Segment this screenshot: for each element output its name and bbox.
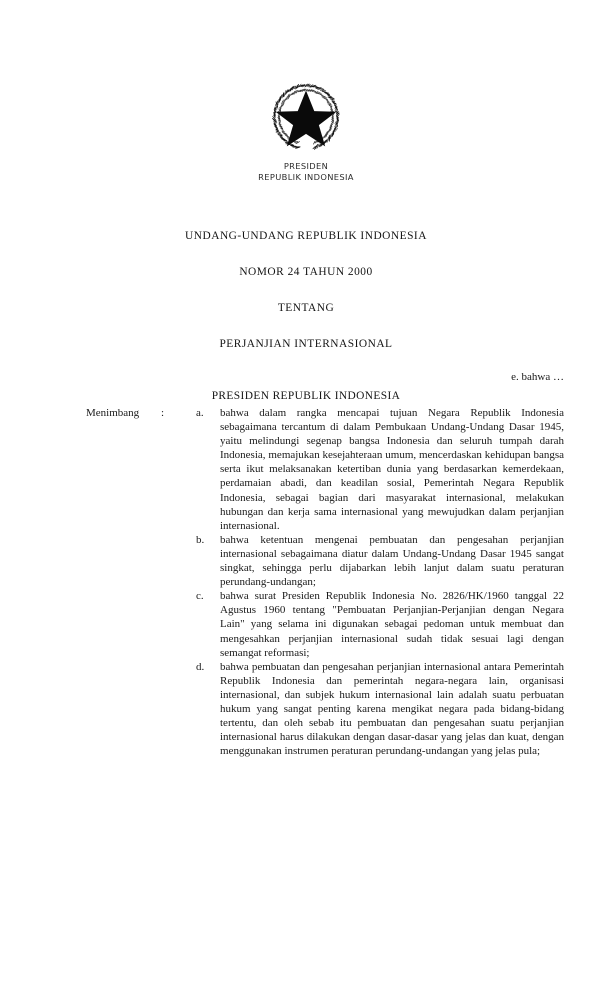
title-subject: PERJANJIAN INTERNASIONAL: [219, 338, 393, 350]
document-title-block: [0, 230, 612, 350]
list-item-text: bahwa dalam rangka mencapai tujuan Negara Republik Indonesia sebagaimana tercantum di dalam Pembukaan Undang-Undang Dasar 1945, yaitu melindungi segenap bangsa Indonesia dan seluruh tumpah darah Indonesia, memajukan kesejahteraan umum, mencerdaskan kehidupan bangsa serta ikut melaksanakan ketertiban dunia yang berdasarkan kemerdekaan, perdamaian abadi, dan keadilan sosial, Pemerintah Negara Republik Indonesia, sebagai bagian dari masyarakat internasional, melakukan hubungan dan kerja sama internasional yang mewujudkan dalam perjanjian internasional.: [220, 407, 564, 532]
list-item-marker: a.: [196, 407, 204, 419]
list-item-marker: b.: [196, 533, 205, 546]
list-item-marker: d.: [196, 660, 205, 673]
list-item-text: bahwa surat Presiden Republik Indonesia No. 2826/HK/1960 tanggal 22 Agustus 1960 tentang "Pembuatan Perjanjian-Perjanjian dengan Negara Lain" yang selama ini digunakan sebagai pedoman untuk membuat dan mengesahkan perjanjian internasional sudah tidak sesuai lagi dengan semangat reformasi;: [220, 590, 564, 659]
list-item-text: bahwa pembuatan dan pengesahan perjanjian internasional antara Pemerintah Republik Indonesia dan pemerintah negara-negara lain, organisasi internasional, dan subjek hukum internasional lain adalah suatu perbuatan hukum yang sangat penting karena mengikat negara pada bidang-bidang tertentu, dan oleh sebab itu pembuatan dan pengesahan suatu perjanjian internasional harus dilakukan dengan dasar-dasar yang jelas dan kuat, dengan menggunakan instrumen peraturan perundang-undangan yang jelas pula;: [220, 660, 564, 758]
continuation-note: e. bahwa …: [511, 371, 564, 383]
list-item-marker: c.: [196, 590, 204, 603]
list-item: [196, 660, 564, 759]
issuer-heading: PRESIDEN REPUBLIK INDONESIA: [211, 390, 401, 402]
title-law-name: UNDANG-UNDANG REPUBLIK INDONESIA: [185, 230, 427, 242]
emblem-caption-line1: PRESIDEN: [283, 161, 329, 171]
list-item: [196, 589, 564, 659]
presidential-emblem-block: [0, 78, 612, 183]
list-item-text: bahwa ketentuan mengenai pembuatan dan pengesahan perjanjian internasional sebagaimana diatur dalam Undang-Undang Dasar 1945 sangat singkat, sehingga perlu dijabarkan lebih lanjut dalam suatu peraturan perundang-undangan;: [220, 533, 564, 589]
considerations-list: [196, 406, 564, 758]
garuda-star-wreath-emblem: [267, 78, 345, 156]
title-number: NOMOR 24 TAHUN 2000: [239, 266, 373, 278]
emblem-caption: [0, 161, 612, 183]
list-item: [196, 533, 564, 589]
considerations-colon: :: [161, 407, 165, 419]
considerations-label: Menimbang: [86, 407, 140, 419]
emblem-caption-line2: REPUBLIK INDONESIA: [258, 172, 354, 183]
star-shape: [276, 90, 337, 146]
list-item: [196, 406, 564, 533]
title-tentang: TENTANG: [277, 302, 335, 314]
